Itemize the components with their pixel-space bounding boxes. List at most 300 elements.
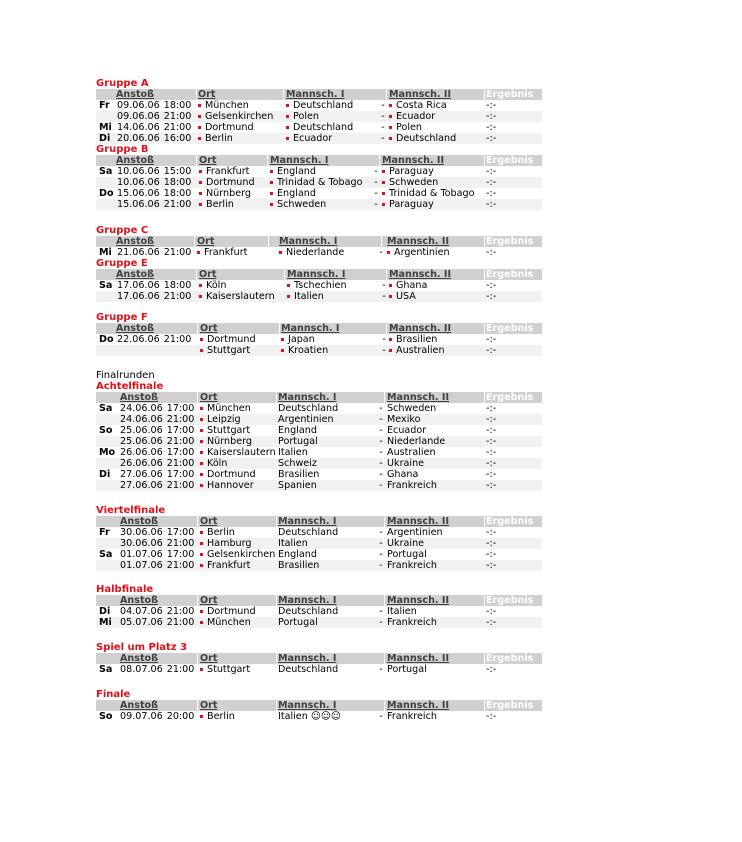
- kickoff-date: [120, 425, 194, 436]
- kickoff-day: 08.07.06: [120, 664, 163, 675]
- vs-separator: -: [379, 447, 383, 458]
- result: -:-: [486, 414, 497, 425]
- vs-separator: -: [381, 133, 385, 144]
- result: -:-: [486, 122, 497, 133]
- venue: Leipzig: [200, 414, 241, 425]
- header-divider: [484, 516, 485, 527]
- header-ort: Ort: [200, 516, 218, 527]
- team-1: Spanien: [278, 480, 317, 491]
- team-1: England: [270, 166, 316, 177]
- weekday: Sa: [99, 280, 113, 291]
- header-anstoss: Anstoß: [116, 236, 155, 247]
- header-divider: [381, 236, 382, 247]
- result: -:-: [486, 166, 497, 177]
- header-divider: [197, 653, 198, 664]
- table-header: [96, 323, 542, 334]
- team-2: Frankreich: [387, 560, 437, 571]
- table-row: [96, 480, 542, 491]
- vs-separator: -: [381, 111, 385, 122]
- venue: Kaiserslautern: [199, 291, 275, 302]
- kickoff-date: [120, 538, 194, 549]
- kickoff-time: 21:00: [166, 606, 195, 617]
- venue: Nürnberg: [200, 436, 252, 447]
- kickoff-day: 17.06.06: [117, 280, 160, 291]
- table-header: [96, 155, 542, 166]
- team-2: Ecuador: [389, 111, 435, 122]
- table-row: [96, 166, 542, 177]
- team-1: England: [278, 425, 317, 436]
- kickoff-day: 09.07.06: [120, 711, 163, 722]
- kickoff-date: [117, 133, 191, 144]
- kickoff-day: 14.06.06: [117, 122, 160, 133]
- result: -:-: [486, 403, 497, 414]
- team-2: Australien: [387, 447, 436, 458]
- venue: Gelsenkirchen: [198, 111, 273, 122]
- venue: Berlin: [199, 199, 234, 210]
- header-mannschaft-1: Mannsch. I: [270, 155, 329, 166]
- table-row: [96, 177, 542, 188]
- header-divider: [484, 89, 485, 100]
- venue: Frankfurt: [199, 166, 249, 177]
- venue: Berlin: [198, 133, 233, 144]
- team-2: Portugal: [387, 549, 427, 560]
- weekday: Fr: [99, 527, 110, 538]
- kickoff-time: 21:00: [163, 111, 192, 122]
- result: -:-: [486, 538, 497, 549]
- kickoff-time: 21:00: [166, 436, 195, 447]
- weekday: Sa: [99, 549, 113, 560]
- kickoff-date: [120, 711, 194, 722]
- team-1: Niederlande: [279, 247, 344, 258]
- header-mannschaft-2: Mannsch. II: [387, 653, 450, 664]
- vs-separator: -: [381, 122, 385, 133]
- weekday: So: [99, 425, 113, 436]
- kickoff-time: 16:00: [163, 133, 192, 144]
- kickoff-day: 24.06.06: [120, 403, 163, 414]
- kickoff-date: [120, 664, 194, 675]
- header-divider: [276, 516, 277, 527]
- header-divider: [194, 236, 195, 247]
- team-1: Deutschland: [286, 100, 353, 111]
- section-spacer: [96, 210, 542, 225]
- kickoff-time: 21:00: [166, 664, 195, 675]
- kickoff-date: [117, 291, 191, 302]
- table-row: [96, 469, 542, 480]
- kickoff-day: 05.07.06: [120, 617, 163, 628]
- section-3: [96, 258, 542, 312]
- header-ergebnis: Ergebnis: [486, 392, 534, 403]
- header-ort: Ort: [200, 392, 218, 403]
- result: -:-: [486, 617, 497, 628]
- kickoff-day: 04.07.06: [120, 606, 163, 617]
- header-divider: [197, 323, 198, 334]
- header-divider: [379, 155, 380, 166]
- team-2: Portugal: [387, 664, 427, 675]
- kickoff-date: [117, 122, 191, 133]
- kickoff-date: [117, 111, 191, 122]
- header-divider: [267, 155, 268, 166]
- venue: Berlin: [200, 527, 235, 538]
- header-divider: [197, 595, 198, 606]
- kickoff-time: 21:00: [166, 538, 195, 549]
- header-divider: [268, 236, 269, 247]
- kickoff-time: 21:00: [166, 414, 195, 425]
- venue: Frankfurt: [197, 247, 247, 258]
- team-2: Trinidad & Tobago: [382, 188, 474, 199]
- section-spacer: [96, 356, 542, 370]
- kickoff-date: [120, 469, 194, 480]
- header-mannschaft-2: Mannsch. II: [389, 323, 452, 334]
- kickoff-date: [117, 166, 191, 177]
- result: -:-: [486, 247, 497, 258]
- table-header: [96, 269, 542, 280]
- section-4: [96, 312, 542, 370]
- section-7: [96, 505, 542, 584]
- section-title: Spiel um Platz 3: [96, 642, 188, 653]
- header-ergebnis: Ergebnis: [486, 323, 534, 334]
- header-anstoss: Anstoß: [116, 89, 155, 100]
- kickoff-time: 17:00: [166, 549, 195, 560]
- kickoff-time: 17:00: [166, 527, 195, 538]
- kickoff-time: 21:00: [166, 560, 195, 571]
- kickoff-day: 27.06.06: [120, 480, 163, 491]
- header-ort: Ort: [200, 700, 218, 711]
- team-1: Deutschland: [278, 527, 339, 538]
- header-divider: [197, 516, 198, 527]
- table-header: [96, 653, 542, 664]
- section-6: [96, 381, 542, 505]
- venue: Stuttgart: [200, 425, 250, 436]
- venue: Dortmund: [198, 122, 254, 133]
- table-row: [96, 334, 542, 345]
- kickoff-date: [120, 480, 194, 491]
- result: -:-: [486, 480, 497, 491]
- weekday: Mi: [99, 617, 112, 628]
- team-1: Portugal: [278, 617, 318, 628]
- header-divider: [196, 269, 197, 280]
- weekday: Do: [99, 334, 114, 345]
- kickoff-day: 15.06.06: [117, 199, 160, 210]
- header-divider: [484, 595, 485, 606]
- weekday: Mi: [99, 247, 112, 258]
- header-mannschaft-2: Mannsch. II: [382, 155, 445, 166]
- vs-separator: -: [379, 617, 383, 628]
- header-divider: [484, 269, 485, 280]
- section-1: [96, 144, 542, 225]
- team-1: Tschechien: [287, 280, 347, 291]
- vs-separator: -: [374, 188, 378, 199]
- weekday: Sa: [99, 166, 113, 177]
- section-title: Gruppe B: [96, 144, 149, 155]
- team-2: Frankreich: [387, 617, 437, 628]
- kickoff-date: [117, 334, 191, 345]
- result: -:-: [486, 199, 497, 210]
- header-mannschaft-2: Mannsch. II: [387, 595, 450, 606]
- header-divider: [284, 269, 285, 280]
- weekday: Di: [99, 606, 111, 617]
- header-mannschaft-2: Mannsch. II: [387, 236, 450, 247]
- venue: Köln: [199, 280, 226, 291]
- kickoff-date: [120, 414, 194, 425]
- kickoff-time: 21:00: [166, 480, 195, 491]
- header-mannschaft-1: Mannsch. I: [278, 392, 337, 403]
- header-divider: [384, 392, 385, 403]
- header-divider: [384, 595, 385, 606]
- header-divider: [386, 269, 387, 280]
- header-anstoss: Anstoß: [120, 700, 159, 711]
- section-10: [96, 689, 542, 722]
- kickoff-date: [120, 549, 194, 560]
- table-row: [96, 111, 542, 122]
- header-anstoss: Anstoß: [120, 653, 159, 664]
- header-divider: [283, 89, 284, 100]
- table-row: [96, 414, 542, 425]
- vs-separator: -: [381, 100, 385, 111]
- team-2: Ghana: [389, 280, 427, 291]
- kickoff-date: [120, 527, 194, 538]
- section-title: Viertelfinale: [96, 505, 166, 516]
- header-divider: [384, 516, 385, 527]
- venue: München: [200, 403, 251, 414]
- venue: Kaiserslautern: [200, 447, 276, 458]
- section-8: [96, 584, 542, 642]
- header-ergebnis: Ergebnis: [486, 236, 534, 247]
- table-row: [96, 188, 542, 199]
- kickoff-time: 17:00: [166, 403, 195, 414]
- header-divider: [276, 653, 277, 664]
- kickoff-day: 21.06.06: [117, 247, 160, 258]
- header-ort: Ort: [199, 269, 217, 280]
- section-title: Halbfinale: [96, 584, 154, 595]
- section-title: Achtelfinale: [96, 381, 164, 392]
- kickoff-time: 15:00: [163, 166, 192, 177]
- vs-separator: -: [374, 177, 378, 188]
- header-divider: [276, 700, 277, 711]
- kickoff-day: 22.06.06: [117, 334, 160, 345]
- result: -:-: [486, 345, 497, 356]
- venue: München: [198, 100, 249, 111]
- team-2: Mexiko: [387, 414, 421, 425]
- vs-separator: -: [379, 469, 383, 480]
- section-9: [96, 642, 542, 689]
- header-divider: [196, 89, 197, 100]
- vs-separator: -: [374, 199, 378, 210]
- schedule-sheet: [96, 78, 542, 722]
- team-1: Italien: [287, 291, 324, 302]
- section-spacer: [96, 571, 542, 584]
- header-mannschaft-1: Mannsch. I: [278, 595, 337, 606]
- header-ort: Ort: [197, 236, 215, 247]
- header-mannschaft-1: Mannsch. I: [278, 516, 337, 527]
- kickoff-day: 10.06.06: [117, 177, 160, 188]
- table-row: [96, 291, 542, 302]
- kickoff-day: 17.06.06: [117, 291, 160, 302]
- vs-separator: -: [382, 280, 386, 291]
- table-row: [96, 447, 542, 458]
- result: -:-: [486, 527, 497, 538]
- kickoff-date: [120, 403, 194, 414]
- team-1: Kroatien: [281, 345, 328, 356]
- header-ergebnis: Ergebnis: [486, 516, 534, 527]
- weekday: Sa: [99, 403, 113, 414]
- kickoff-date: [117, 177, 191, 188]
- result: -:-: [486, 188, 497, 199]
- result: -:-: [486, 606, 497, 617]
- kickoff-time: 17:00: [166, 469, 195, 480]
- result: -:-: [486, 111, 497, 122]
- venue: Dortmund: [199, 177, 255, 188]
- result: -:-: [486, 334, 497, 345]
- vs-separator: -: [382, 291, 386, 302]
- team-1: Schweden: [270, 199, 326, 210]
- kickoff-date: [120, 560, 194, 571]
- team-2: Argentinien: [387, 527, 443, 538]
- header-divider: [484, 653, 485, 664]
- team-1: Deutschland: [278, 664, 339, 675]
- header-ort: Ort: [200, 653, 218, 664]
- weekday: Mi: [99, 122, 112, 133]
- venue: Frankfurt: [200, 560, 250, 571]
- header-divider: [196, 155, 197, 166]
- kickoff-time: 21:00: [163, 291, 192, 302]
- weekday: So: [99, 711, 113, 722]
- vs-separator: -: [379, 560, 383, 571]
- team-1: Deutschland: [278, 403, 339, 414]
- header-mannschaft-1: Mannsch. I: [278, 700, 337, 711]
- team-1: Argentinien: [278, 414, 334, 425]
- team-1: Italien: [278, 538, 308, 549]
- team-2: Schweden: [387, 403, 437, 414]
- vs-separator: -: [379, 549, 383, 560]
- section-spacer: [96, 675, 542, 689]
- result: -:-: [486, 447, 497, 458]
- section-title: Gruppe F: [96, 312, 148, 323]
- venue: Dortmund: [200, 334, 256, 345]
- vs-separator: -: [379, 664, 383, 675]
- section-title: Gruppe A: [96, 78, 149, 89]
- kickoff-time: 20:00: [166, 711, 195, 722]
- kickoff-day: 01.07.06: [120, 560, 163, 571]
- venue: Berlin: [200, 711, 235, 722]
- result: -:-: [486, 711, 497, 722]
- weekday: Fr: [99, 100, 110, 111]
- result: -:-: [486, 100, 497, 111]
- kickoff-day: 27.06.06: [120, 469, 163, 480]
- kickoff-time: 18:00: [163, 188, 192, 199]
- table-row: [96, 280, 542, 291]
- kickoff-time: 21:00: [163, 199, 192, 210]
- kickoff-date: [117, 188, 191, 199]
- header-ergebnis: Ergebnis: [486, 269, 534, 280]
- kickoff-date: [117, 100, 191, 111]
- header-anstoss: Anstoß: [120, 392, 159, 403]
- header-divider: [386, 89, 387, 100]
- kickoff-date: [120, 617, 194, 628]
- table-row: [96, 664, 542, 675]
- header-divider: [484, 236, 485, 247]
- venue: Dortmund: [200, 469, 256, 480]
- table-row: [96, 458, 542, 469]
- header-divider: [484, 392, 485, 403]
- section-5: [96, 370, 542, 381]
- table-row: [96, 247, 542, 258]
- vs-separator: -: [374, 166, 378, 177]
- result: -:-: [486, 549, 497, 560]
- team-1: Brasilien: [278, 560, 320, 571]
- kickoff-time: 17:00: [166, 447, 195, 458]
- kickoff-day: 01.07.06: [120, 549, 163, 560]
- kickoff-time: 18:00: [163, 280, 192, 291]
- header-mannschaft-1: Mannsch. I: [278, 653, 337, 664]
- header-mannschaft-2: Mannsch. II: [389, 269, 452, 280]
- header-ergebnis: Ergebnis: [486, 155, 534, 166]
- kickoff-time: 21:00: [166, 458, 195, 469]
- header-ort: Ort: [198, 89, 216, 100]
- header-anstoss: Anstoß: [120, 595, 159, 606]
- result: -:-: [486, 291, 497, 302]
- venue: Hannover: [200, 480, 254, 491]
- header-ergebnis: Ergebnis: [486, 89, 534, 100]
- kickoff-day: 10.06.06: [117, 166, 160, 177]
- team-1: Ecuador: [286, 133, 332, 144]
- section-title: Gruppe E: [96, 258, 148, 269]
- kickoff-time: 21:00: [163, 334, 192, 345]
- weekday: Di: [99, 133, 111, 144]
- header-mannschaft-2: Mannsch. II: [387, 700, 450, 711]
- kickoff-date: [120, 606, 194, 617]
- table-row: [96, 436, 542, 447]
- header-mannschaft-1: Mannsch. I: [279, 236, 338, 247]
- team-2: Argentinien: [387, 247, 450, 258]
- result: -:-: [486, 458, 497, 469]
- kickoff-date: [120, 436, 194, 447]
- kickoff-day: 15.06.06: [117, 188, 160, 199]
- header-mannschaft-1: Mannsch. I: [287, 269, 346, 280]
- table-row: [96, 199, 542, 210]
- team-2: Australien: [389, 345, 445, 356]
- result: -:-: [486, 436, 497, 447]
- team-2: Schweden: [382, 177, 438, 188]
- header-ergebnis: Ergebnis: [486, 700, 534, 711]
- team-2: Italien: [387, 606, 417, 617]
- team-2: Frankreich: [387, 480, 437, 491]
- kickoff-day: 25.06.06: [120, 436, 163, 447]
- team-2: Frankreich: [387, 711, 437, 722]
- venue: Dortmund: [200, 606, 256, 617]
- vs-separator: -: [379, 414, 383, 425]
- header-anstoss: Anstoß: [120, 516, 159, 527]
- team-1: England: [270, 188, 316, 199]
- table-row: [96, 617, 542, 628]
- team-1: England: [278, 549, 317, 560]
- team-2: Brasilien: [389, 334, 437, 345]
- result: -:-: [486, 133, 497, 144]
- team-1: Japan: [281, 334, 315, 345]
- header-ort: Ort: [200, 595, 218, 606]
- vs-separator: -: [379, 425, 383, 436]
- team-2: Ukraine: [387, 458, 425, 469]
- table-row: [96, 100, 542, 111]
- kickoff-time: 21:00: [163, 247, 192, 258]
- weekday: Mo: [99, 447, 116, 458]
- kickoff-date: [120, 447, 194, 458]
- header-divider: [484, 155, 485, 166]
- result: -:-: [486, 425, 497, 436]
- team-2: Ghana: [387, 469, 419, 480]
- table-header: [96, 89, 542, 100]
- header-ort: Ort: [199, 155, 217, 166]
- vs-separator: -: [382, 345, 386, 356]
